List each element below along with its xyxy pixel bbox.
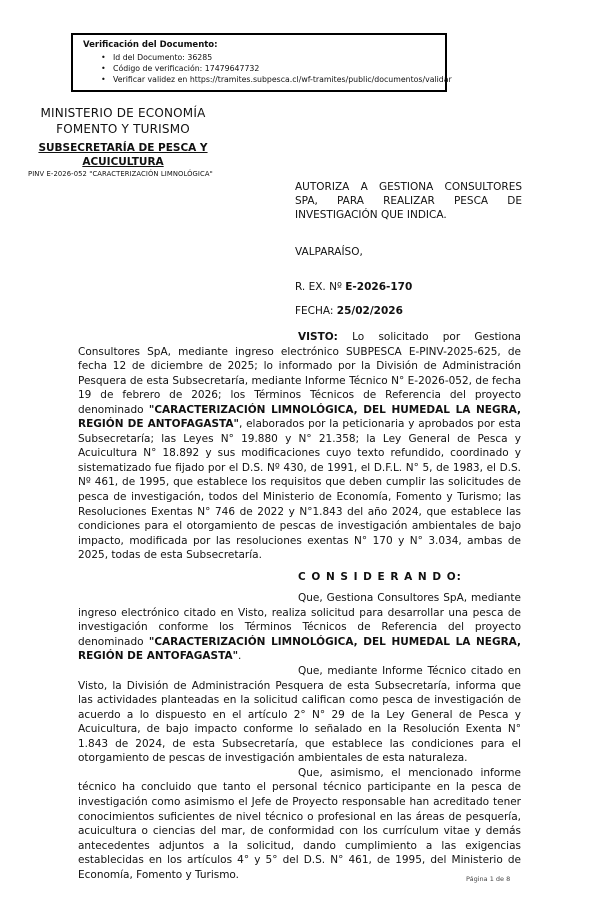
verification-list: [83, 52, 452, 85]
considerando-heading: C O N S I D E R A N D O:: [298, 570, 462, 583]
verification-item-code: • Código de verificación: 17479647732: [83, 63, 437, 74]
resolution-subject: AUTORIZA A GESTIONA CONSULTORES SPA, PARA REALIZAR PESCA DE INVESTIGACIÓN QUE INDICA.: [295, 181, 522, 221]
city-line: VALPARAÍSO,: [295, 246, 363, 258]
document-body: [78, 330, 521, 882]
letterhead: [28, 106, 218, 169]
verification-title: Verificación del Documento:: [83, 40, 218, 50]
resolution-date-line: [295, 305, 403, 317]
project-reference: PINV E-2026-052 "CARACTERIZACIÓN LIMNOLÓGICA": [28, 170, 213, 178]
considerando-paragraph-3: Que, asimismo, el mencionado informe técnico ha concluido que tanto el personal técnico participante en la pesca de investigación como asimismo el Jefe de Proyecto responsable han acreditado tener conocimientos suficientes de nivel técnico o profesional en las áreas de pesquería, acuicultura o ciencias del mar, de conformidad con los currículum vitae y demás antecedentes adjuntos a la solicitud, dando cumplimiento a las exigencias establecidas en los artículos 4° y 5° del D.S. N° 461, de 1995, del Ministerio de Economía, Fomento y Turismo.: [78, 766, 521, 881]
considerando-paragraph-1: Que, Gestiona Consultores SpA, mediante ingreso electrónico citado en Visto, realiza solicitud para desarrollar una pesca de investigación conforme los Términos Técnicos de Referencia del proyecto denominado "CARACTERIZACIÓN LIMNOLÓGICA, DEL HUMEDAL LA NEGRA, REGIÓN DE ANTOFAGASTA".: [78, 592, 521, 663]
verification-item-url: • Verificar validez en https://tramites.subpesca.cl/wf-tramites/public/documentos/validar: [83, 74, 437, 85]
ministry-name-line1: MINISTERIO DE ECONOMÍA: [40, 106, 206, 120]
visto-paragraph: VISTO: Lo solicitado por Gestiona Consultores SpA, mediante ingreso electrónico SUBPESCA E-PINV-2025-625, de fecha 12 de diciembre de 2025; lo informado por la División de Administración Pesquera de esta Subsecretaría, mediante Informe Técnico N° E-2026-052, de fecha 19 de febrero de 2026; los Términos Técnicos de Referencia del proyecto denominado "CARACTERIZACIÓN LIMNOLÓGICA, DEL HUMEDAL LA NEGRA, REGIÓN DE ANTOFAGASTA", elaborados por la peticionaria y aprobados por esta Subsecretaría; las Leyes N° 19.880 y N° 21.358; la Ley General de Pesca y Acuicultura N° 18.892 y sus modificaciones cuyo texto refundido, coordinado y sistematizado fue fijado por el D.S. Nº 430, de 1991, el D.F.L. N° 5, de 1983, el D.S. Nº 461, de 1995, que establece los requisitos que deben cumplir las solicitudes de pesca de investigación, todos del Ministerio de Economía, Fomento y Turismo; las Resoluciones Exentas N° 746 de 2022 y N°1.843 del año 2024, que establece las condiciones para el otorgamiento de pescas de investigación ambientales de bajo impacto, modificada por las resoluciones exentas N° 170 y N° 3.034, ambas de 2025, todas de esta Subsecretaría.: [78, 331, 521, 562]
resolution-date-label: FECHA:: [295, 305, 337, 317]
resolution-number-line: [295, 281, 412, 293]
ministry-name-line2: FOMENTO Y TURISMO: [56, 121, 190, 136]
resolution-number-value: E-2026-170: [345, 281, 413, 293]
subsecretaria-name: SUBSECRETARÍA DE PESCA Y ACUICULTURA: [38, 142, 208, 168]
resolution-date-value: 25/02/2026: [336, 305, 403, 317]
page-number: Página 1 de 8: [466, 875, 511, 883]
resolution-number-label: R. EX. Nº: [295, 281, 346, 293]
considerando-paragraph-2: Que, mediante Informe Técnico citado en Visto, la División de Administración Pesquera de esta Subsecretaría, informa que las actividades planteadas en la solicitud califican como pesca de investigación de acuerdo a lo dispuesto en el artículo 2° N° 29 de la Ley General de Pesca y Acuicultura, de bajo impacto conforme lo señalado en la Resolución Exenta N° 1.843 de 2024, de esta Subsecretaría, que establece las condiciones para el otorgamiento de pescas de investigación ambientales de esta naturaleza.: [78, 665, 521, 765]
verification-box: [71, 33, 452, 92]
verification-item-id: • Id del Documento: 36285: [83, 52, 437, 63]
